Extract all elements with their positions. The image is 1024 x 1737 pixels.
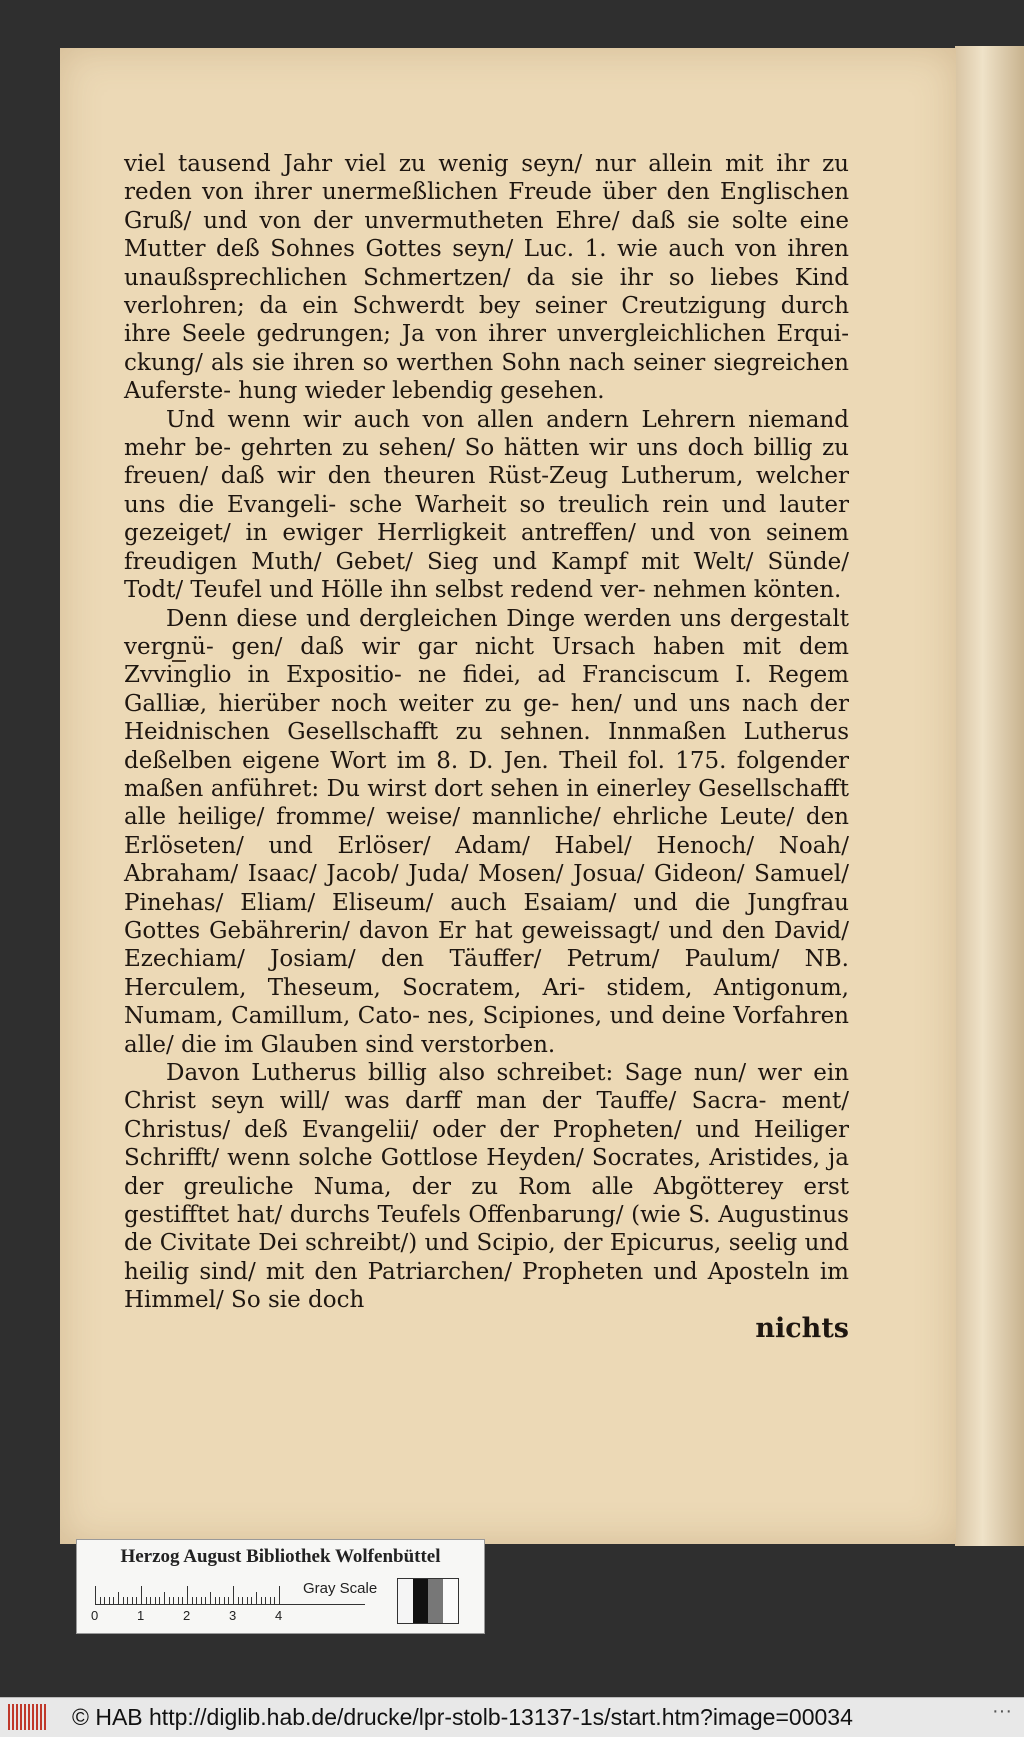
page-text <box>124 150 849 1343</box>
ruler-tick <box>205 1597 206 1604</box>
ruler-tick <box>233 1586 234 1604</box>
ruler-tick <box>247 1597 248 1604</box>
ruler-tick <box>261 1597 262 1604</box>
ruler-tick <box>104 1597 105 1604</box>
ruler-number: 0 <box>91 1608 99 1623</box>
adjacent-page-edge <box>955 46 1024 1546</box>
ruler-tick <box>109 1597 110 1604</box>
ruler-tick <box>95 1586 96 1604</box>
gray-scale-label: Gray Scale <box>303 1580 378 1597</box>
ruler-tick <box>274 1597 275 1604</box>
viewer-footer <box>0 1697 1024 1737</box>
line-7: ckung/ als sie ihren so werthen Sohn nach seiner siegreichen Auferste- <box>124 349 849 405</box>
ruler-tick <box>159 1597 160 1604</box>
ruler-tick <box>228 1597 229 1604</box>
ruler-tick <box>155 1597 156 1604</box>
line-1: viel tausend Jahr viel zu wenig seyn/ nur allein mit ihr zu reden von <box>124 151 849 206</box>
ruler-tick <box>127 1597 128 1604</box>
barcode-icon <box>8 1704 48 1730</box>
ruler-tick <box>210 1592 211 1604</box>
ruler-tick <box>256 1592 257 1604</box>
ruler-tick <box>182 1597 183 1604</box>
ruler-tick <box>242 1597 243 1604</box>
ruler-tick <box>136 1597 137 1604</box>
source-link[interactable]: © HAB http://diglib.hab.de/drucke/lpr-stolb-13137-1s/start.htm?image=00034 <box>72 1704 853 1730</box>
ruler-tick <box>141 1586 142 1604</box>
gray-scale-swatch <box>397 1578 459 1624</box>
ruler-tick <box>173 1597 174 1604</box>
para-2: Und wenn wir auch von allen andern Lehrern niemand mehr be- gehrten zu sehen/ So hätten wir uns doch billig zu freuen/ daß wir den theuren Rüst-Zeug Lutherum, welcher uns die Evangeli- sche Warheit so treulich rein und lauter gezeiget/ in ewiger Herrligkeit antreffen/ und von seinem freudigen Muth/ Gebet/ Sieg und Kampf mit Welt/ Sünde/ Todt/ Teufel und Hölle ihn selbst redend ver- nehmen könten. <box>124 406 849 604</box>
ruler-tick <box>150 1597 151 1604</box>
ruler-tick <box>201 1597 202 1604</box>
para-3: Denn diese und dergleichen Dinge werden uns dergestalt vergnü- gen/ daß wir gar nicht Ursach haben mit dem Zvvinglio in Expositio- ne fidei, ad Franciscum I. Regem Galliæ, hierüber noch weiter zu ge- hen/ und uns nach der Heidnischen Gesellschafft zu sehnen. Innmaßen Lutherus deßelben eigene Wort im 8. D. Jen. Theil fol. 175. folgender maßen anführet: Du wirst dort sehen in einerley Gesellschafft alle heilige/ fromme/ weise/ mannliche/ ehrliche Leute/ den Erlöseten/ und Erlöser/ Adam/ Habel/ Henoch/ Noah/ Abraham/ Isaac/ Jacob/ Juda/ Mosen/ Josua/ Gideon/ Samuel/ Pinehas/ Eliam/ Eliseum/ auch Esaiam/ und die Jungfrau Gottes Gebährerin/ davon Er hat geweissagt/ und den David/ Ezechiam/ Josiam/ den Täuffer/ Petrum/ Paulum/ NB. Herculem, Theseum, Socratem, Ari- stidem, Antigonum, Numam, Camillum, Cato- nes, Scipiones, und deine Vorfahren alle/ die im Glauben sind verstorben. <box>124 605 849 1058</box>
para-4: Davon Lutherus billig also schreibet: Sage nun/ wer ein Christ seyn will/ was darff man der Tauffe/ Sacra- ment/ Christus/ deß Evangelii/ oder der Propheten/ und Heiliger Schrifft/ wenn solche Gottlose Heyden/ Socrates, Aristides, ja der greuliche Numa, der zu Rom alle Abgötterey erst gestifftet hat/ durchs Teufels Offenbarung/ (wie S. Augustinus de Civitate Dei schreibt/) und Scipio, der Epicurus, seelig und heilig sind/ mit den Patriarchen/ Propheten und Aposteln im Himmel/ So sie doch <box>124 1060 849 1314</box>
ruler-tick <box>118 1592 119 1604</box>
ruler-number: 2 <box>183 1608 191 1623</box>
ruler-tick <box>192 1597 193 1604</box>
ruler-tick <box>219 1597 220 1604</box>
ruler-tick <box>100 1597 101 1604</box>
ruler-tick <box>132 1597 133 1604</box>
ruler-tick <box>279 1586 280 1604</box>
ruler-tick <box>169 1597 170 1604</box>
line-4: seyn/ Luc. 1. wie auch von ihren unaußsprechlichen Schmertzen/ da sie <box>124 236 849 291</box>
line-6: durch ihre Seele gedrungen; Ja von ihrer unvergleichlichen Erqui- <box>124 293 850 348</box>
ruler-tick <box>251 1597 252 1604</box>
ruler-tick <box>164 1592 165 1604</box>
ruler-tick <box>146 1597 147 1604</box>
ruler-tick <box>238 1597 239 1604</box>
line-5: ihr so liebes Kind verlohren; da ein Schwerdt bey seiner Creutzigung <box>124 264 849 320</box>
line-3: unvermutheten Ehre/ daß sie solte eine Mutter deß Sohnes Gottes <box>124 207 849 263</box>
ruler-tick <box>265 1597 266 1604</box>
ruler-tick <box>187 1586 188 1604</box>
more-icon[interactable]: ··· <box>992 1700 1012 1722</box>
ruler-tick <box>270 1597 271 1604</box>
ruler-tick <box>123 1597 124 1604</box>
line-2: ihrer unermeßlichen Freude über den Englischen Gruß/ und von der <box>124 179 850 234</box>
library-color-chart <box>76 1539 485 1634</box>
ruler-tick <box>178 1597 179 1604</box>
ruler-number: 1 <box>137 1608 145 1623</box>
line-8: hung wieder lebendig gesehen. <box>238 378 605 405</box>
ruler-tick <box>224 1597 225 1604</box>
para-1 <box>124 150 849 406</box>
ruler-tick <box>215 1597 216 1604</box>
catchword: nichts <box>755 1312 849 1344</box>
ruler-tick <box>196 1597 197 1604</box>
ruler-tick <box>113 1597 114 1604</box>
ruler-number: 3 <box>229 1608 237 1623</box>
library-title: Herzog August Bibliothek Wolfenbüttel <box>120 1546 441 1567</box>
ruler-number: 4 <box>275 1608 283 1623</box>
